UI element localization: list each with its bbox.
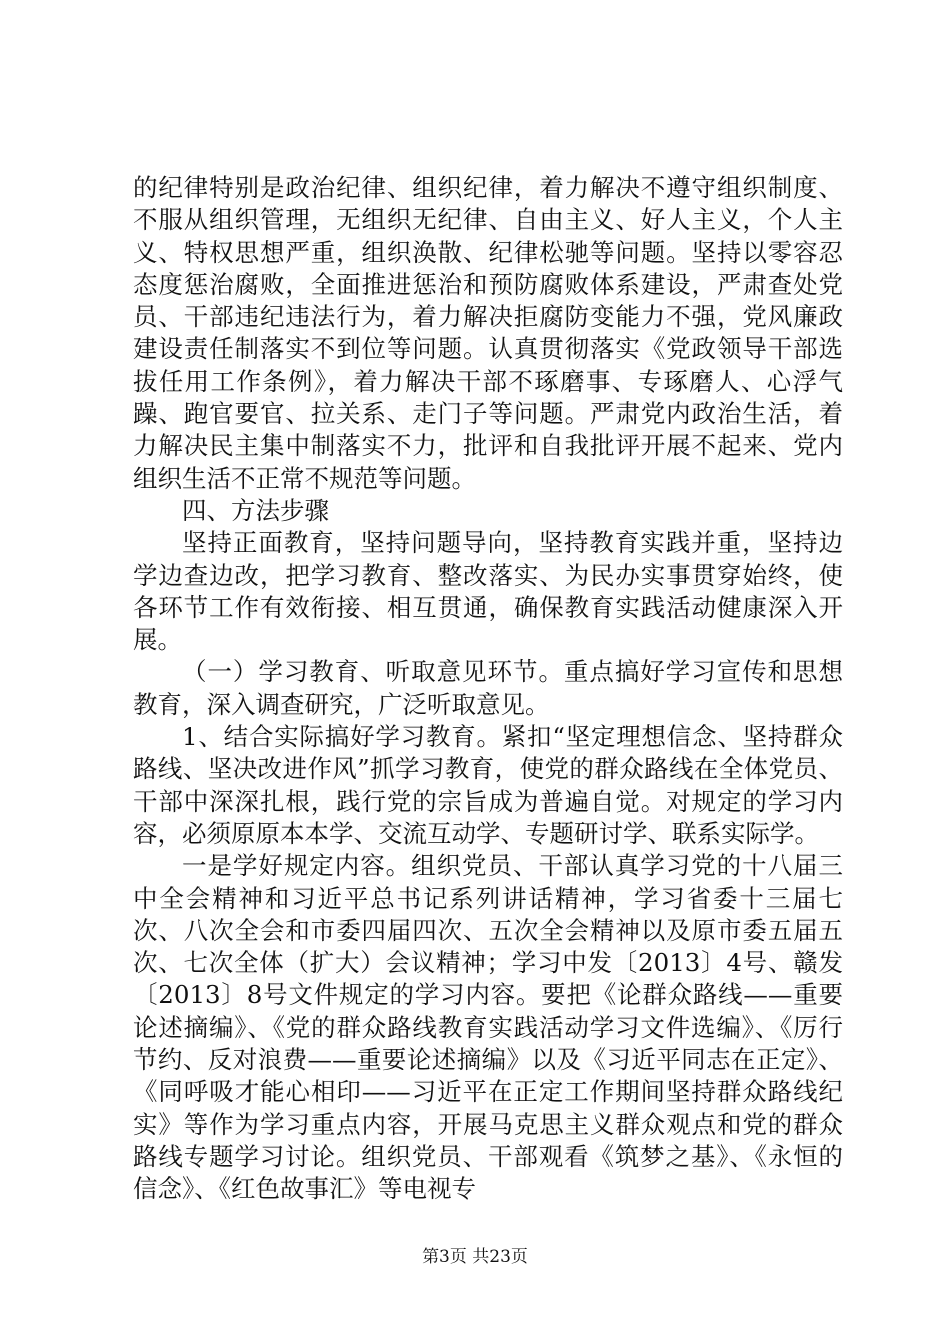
paragraph-discipline: 的纪律特别是政治纪律、组织纪律，着力解决不遵守组织制度、不服从组织管理，无组织无纪律、自由主义、好人主义，个人主义、特权思想严重，组织涣散、纪律松驰等问题。坚持以零容忍态度惩治腐败，全面推进惩治和预防腐败体系建设，严肃查处党员、干部违纪违法行为，着力解决拒腐防变能力不强，党风廉政建设责任制落实不到位等问题。认真贯彻落实《党政领导干部选拔任用工作条例》，着力解决干部不琢磨事、专琢磨人、心浮气躁、跑官要官、拉关系、走门子等问题。严肃党内政治生活，着力解决民主集中制落实不力，批评和自我批评开展不起来、党内组织生活不正常不规范等问题。 [133,173,843,493]
paragraph-stage-one: （一）学习教育、听取意见环节。重点搞好学习宣传和思想教育，深入调查研究，广泛听取意见。 [133,657,843,719]
page-number-footer: 第3页 共23页 [422,1247,528,1267]
section-heading-methods: 四、方法步骤 [182,495,329,525]
paragraph-principles: 坚持正面教育，坚持问题导向，坚持教育实践并重，坚持边学边查边改，把学习教育、整改落实、为民办实事贯穿始终，使各环节工作有效衔接、相互贯通，确保教育实践活动健康深入开展。 [133,528,843,655]
paragraph-item-one: 1、结合实际搞好学习教育。紧扣“坚定理想信念、坚持群众路线、坚决改进作风”抓学习教育，使党的群众路线在全体党员、干部中深深扎根，践行党的宗旨成为普遍自觉。对规定的学习内容，必须原原本本学、交流互动学、专题研讨学、联系实际学。 [133,722,843,848]
document-body [133,172,843,1206]
paragraph-study-content: 一是学好规定内容。组织党员、干部认真学习党的十八届三中全会精神和习近平总书记系列讲话精神，学习省委十三届七次、八次全会和市委四届四次、五次全会精神以及原市委五届五次、七次全体（扩大）会议精神；学习中发〔2013〕4号、赣发〔2013〕8号文件规定的学习内容。要把《论群众路线——重要论述摘编》、《党的群众路线教育实践活动学习文件选编》、《厉行节约、反对浪费——重要论述摘编》以及《习近平同志在正定》、《同呼吸才能心相印——习近平在正定工作期间坚持群众路线纪实》等作为学习重点内容，开展马克思主义群众观点和党的群众路线专题学习讨论。组织党员、干部观看《筑梦之基》、《永恒的信念》、《红色故事汇》等电视专 [133,851,843,1204]
